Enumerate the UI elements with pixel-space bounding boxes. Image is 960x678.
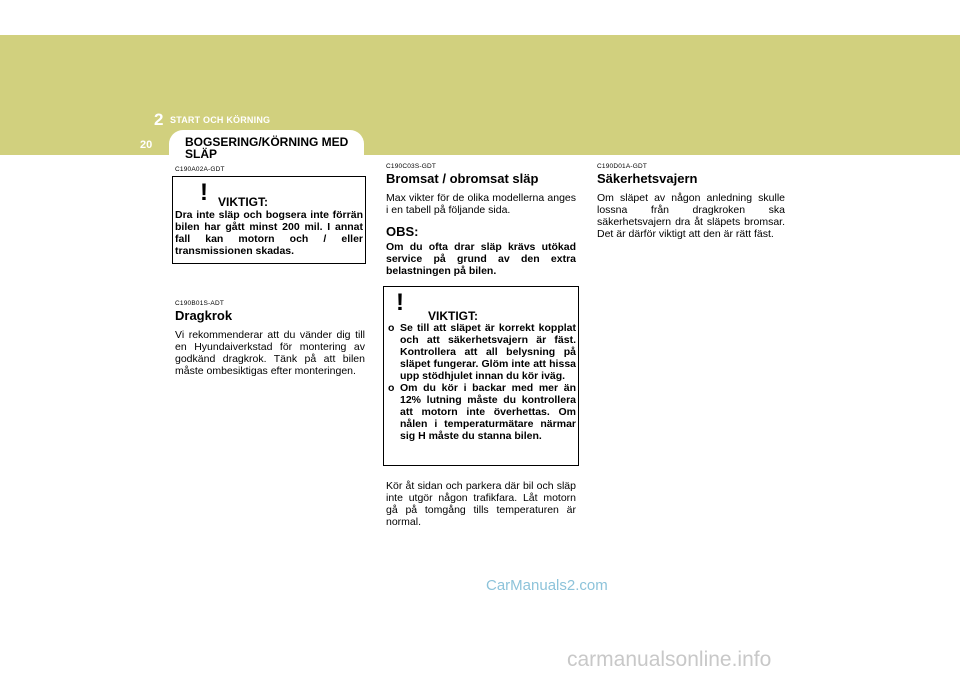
bullet: o [388,322,395,334]
col1-warning-code: C190A02A-GDT [175,166,225,173]
section-code: C190D01A-GDT [597,163,648,170]
section-code: C190C03S-GDT [386,163,437,170]
col1-section [175,300,365,377]
warning-item-text: Se till att släpet är korrekt kopplat och att säkerhetsvajern är fäst. Kontrollera att all belysning på släpet fungerar. Glöm inte att hissa upp stödhjulet innan du kör iväg. [400,322,576,382]
col3-section [597,163,785,240]
chapter-title: START OCH KÖRNING [170,115,271,125]
col1-warning-box [172,176,366,264]
watermark-carmanuals2: CarManuals2.com [486,577,608,594]
col2-after-text: Kör åt sidan och parkera där bil och släp inte utgör någon trafikfara. Låt motorn gå på tomgång tills temperaturen är normal. [386,480,576,528]
warning-title: VIKTIGT: [428,309,478,323]
section-text: Max vikter för de olika modellerna anges i en tabell på följande sida. [386,192,576,216]
header-band [0,35,960,155]
page-number: 20 [140,139,153,151]
warning-list-item [388,382,576,442]
col2-section [386,163,576,277]
section-text: Vi rekommenderar att du vänder dig till en Hyundaiverkstad för montering av godkänd dragkrok. Tänk på att bilen måste ombesiktigas efter monteringen. [175,329,365,377]
col2-warning-box [383,286,579,466]
watermark-carmanualsonline: carmanualsonline.info [567,648,772,671]
warning-exclamation-icon: ! [200,179,208,206]
obs-title: OBS: [386,224,419,239]
section-title: BOGSERING/KÖRNING MED SLÄP [185,135,349,161]
obs-text: Om du ofta drar släp krävs utökad service på grund av den extra belastningen på bilen. [386,241,576,277]
warning-list [388,322,576,442]
bullet: o [388,382,395,394]
section-heading: Dragkrok [175,308,233,323]
chapter-number: 2 [154,110,164,129]
section-code: C190B01S-ADT [175,300,225,307]
warning-list-item [388,322,576,382]
section-heading: Bromsat / obromsat släp [386,171,539,186]
warning-text: Dra inte släp och bogsera inte förrän bilen har gått minst 200 mil. I annat fall kan motorn och / eller transmissionen skadas. [175,209,363,257]
section-heading: Säkerhetsvajern [597,171,698,186]
warning-title: VIKTIGT: [218,195,268,209]
warning-exclamation-icon: ! [396,289,404,316]
warning-list-container [388,322,576,442]
section-text: Om släpet av någon anledning skulle lossna från dragkroken ska säkerhetsvajern dra åt släpets bromsar. Det är därför viktigt att den är rätt fäst. [597,192,785,240]
warning-item-text: Om du kör i backar med mer än 12% lutning måste du kontrollera att motorn inte överhettas. Om nålen i temperaturmätare närmar sig H måste du stanna bilen. [400,382,576,442]
